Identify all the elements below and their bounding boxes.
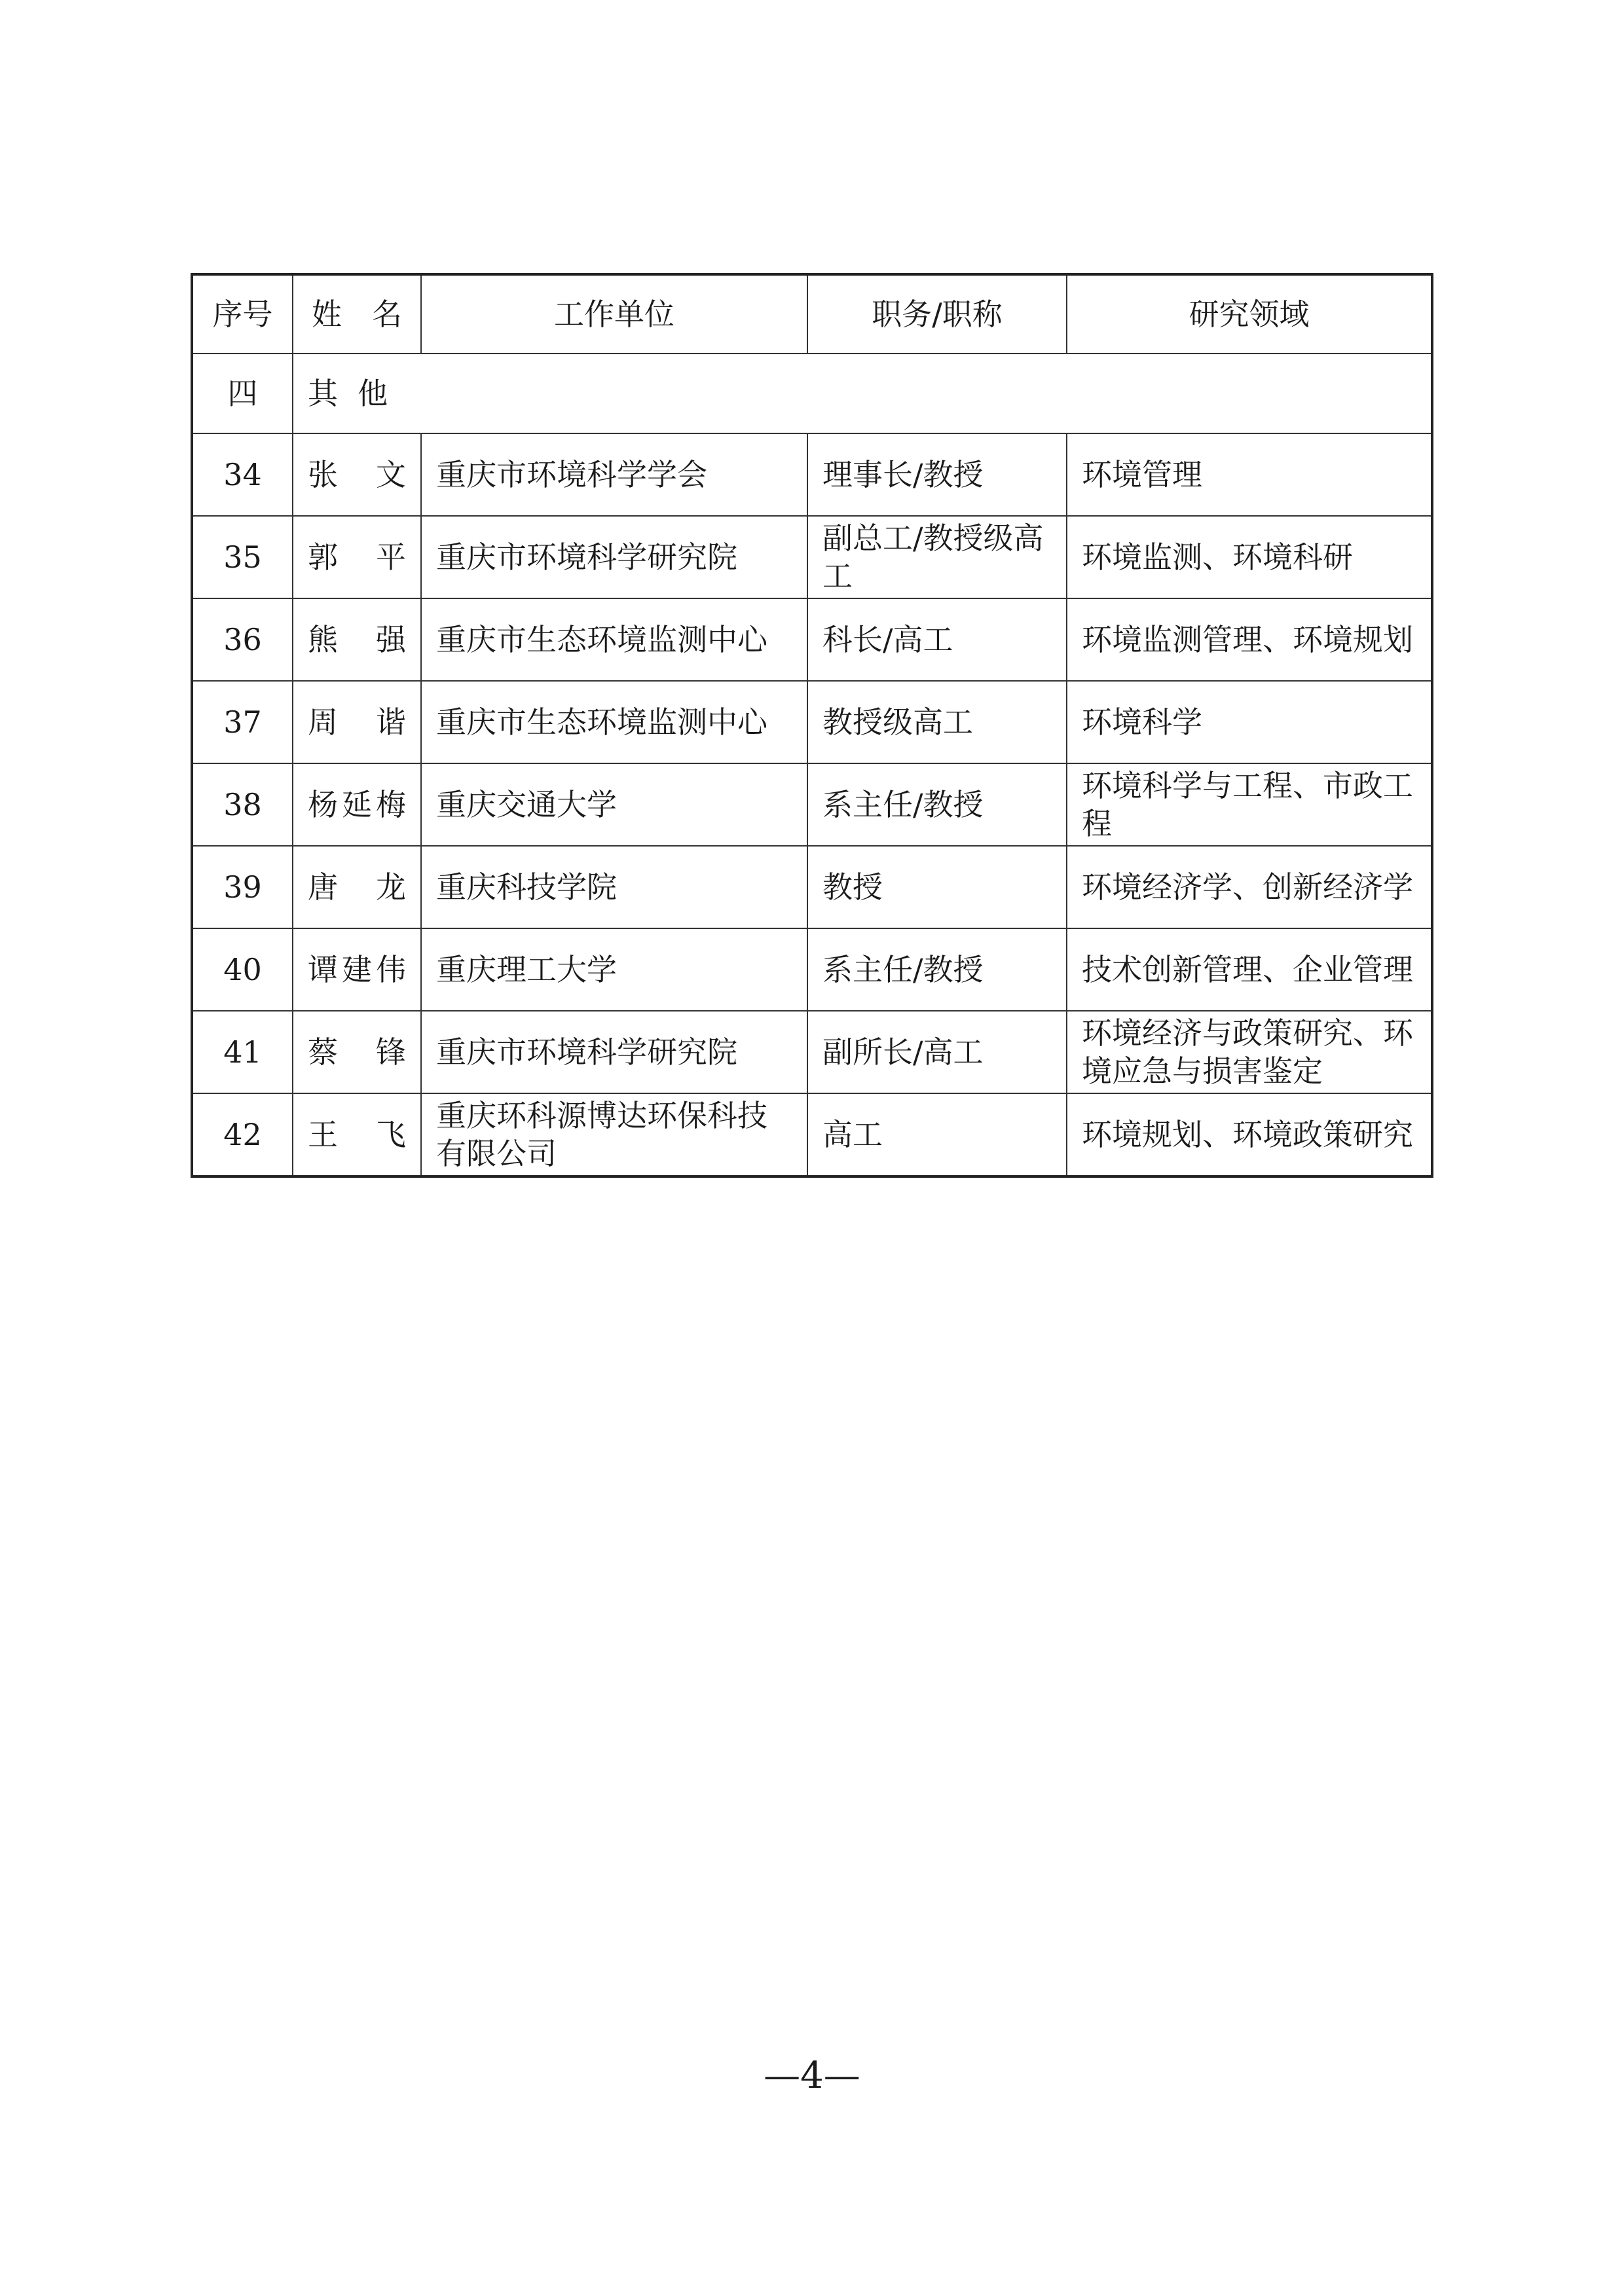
row-name: 熊强: [293, 598, 421, 681]
table-row: [192, 1011, 1432, 1093]
row-field: 环境科学: [1067, 681, 1432, 763]
row-number: 34: [192, 433, 293, 516]
row-unit: 重庆市生态环境监测中心: [421, 681, 807, 763]
header-no: 序号: [192, 274, 293, 354]
row-name: 王飞: [293, 1093, 421, 1176]
row-name: 杨延梅: [293, 763, 421, 846]
expert-roster-table: [191, 273, 1433, 1178]
row-number: 35: [192, 516, 293, 598]
table-row: [192, 763, 1432, 846]
row-number: 39: [192, 846, 293, 928]
row-name: 张文: [293, 433, 421, 516]
row-name: 周谐: [293, 681, 421, 763]
row-title: 高工: [807, 1093, 1067, 1176]
row-title: 副所长/高工: [807, 1011, 1067, 1093]
section-number: 四: [192, 354, 293, 433]
row-number: 37: [192, 681, 293, 763]
row-field: 环境经济学、创新经济学: [1067, 846, 1432, 928]
row-field: 技术创新管理、企业管理: [1067, 928, 1432, 1011]
row-number: 36: [192, 598, 293, 681]
row-unit: 重庆市环境科学研究院: [421, 516, 807, 598]
row-name: 郭平: [293, 516, 421, 598]
row-title: 理事长/教授: [807, 433, 1067, 516]
header-unit: 工作单位: [421, 274, 807, 354]
header-name: 姓 名: [293, 274, 421, 354]
row-number: 41: [192, 1011, 293, 1093]
row-title: 系主任/教授: [807, 763, 1067, 846]
row-number: 38: [192, 763, 293, 846]
table-row: [192, 516, 1432, 598]
row-unit: 重庆市环境科学学会: [421, 433, 807, 516]
row-title: 教授: [807, 846, 1067, 928]
row-name: 唐龙: [293, 846, 421, 928]
table-header-row: [192, 274, 1432, 354]
section-label: 其他: [293, 354, 1432, 433]
row-name: 谭建伟: [293, 928, 421, 1011]
row-title: 系主任/教授: [807, 928, 1067, 1011]
table-row: [192, 433, 1432, 516]
row-field: 环境监测、环境科研: [1067, 516, 1432, 598]
row-unit: 重庆科技学院: [421, 846, 807, 928]
table-row: [192, 928, 1432, 1011]
header-title: 职务/职称: [807, 274, 1067, 354]
section-row: [192, 354, 1432, 433]
row-field: 环境监测管理、环境规划: [1067, 598, 1432, 681]
table-row: [192, 1093, 1432, 1176]
row-unit: 重庆市生态环境监测中心: [421, 598, 807, 681]
row-name: 蔡锋: [293, 1011, 421, 1093]
row-field: 环境管理: [1067, 433, 1432, 516]
row-field: 环境科学与工程、市政工程: [1067, 763, 1432, 846]
table-row: [192, 598, 1432, 681]
row-field: 环境规划、环境政策研究: [1067, 1093, 1432, 1176]
row-unit: 重庆理工大学: [421, 928, 807, 1011]
row-unit: 重庆交通大学: [421, 763, 807, 846]
row-title: 副总工/教授级高工: [807, 516, 1067, 598]
row-number: 40: [192, 928, 293, 1011]
table-row: [192, 846, 1432, 928]
table-row: [192, 681, 1432, 763]
row-unit: 重庆市环境科学研究院: [421, 1011, 807, 1093]
row-number: 42: [192, 1093, 293, 1176]
row-title: 教授级高工: [807, 681, 1067, 763]
header-field: 研究领域: [1067, 274, 1432, 354]
row-field: 环境经济与政策研究、环境应急与损害鉴定: [1067, 1011, 1432, 1093]
page-number: —4—: [764, 2054, 860, 2097]
row-title: 科长/高工: [807, 598, 1067, 681]
row-unit: 重庆环科源博达环保科技有限公司: [421, 1093, 807, 1176]
